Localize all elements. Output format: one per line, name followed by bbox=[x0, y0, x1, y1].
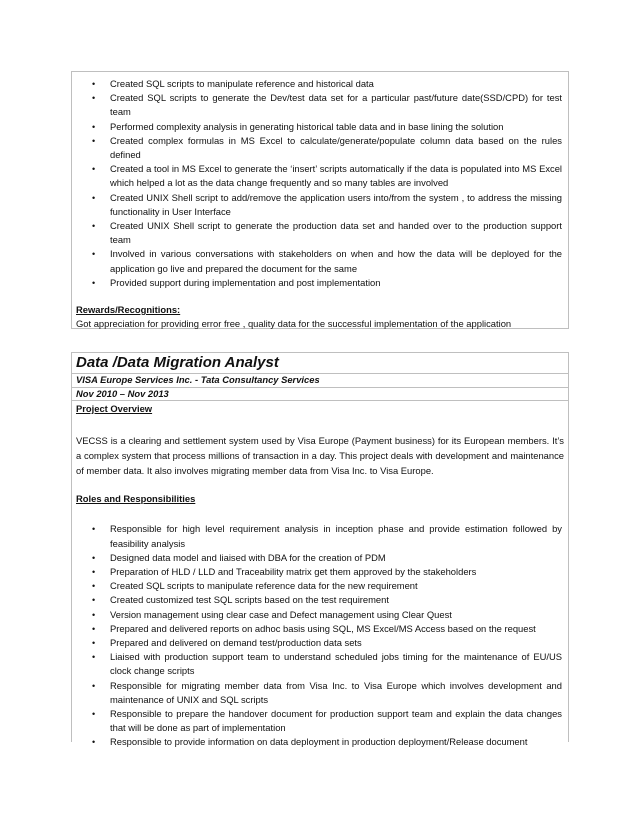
list-item-text: Created SQL scripts to generate the Dev/test data set for a particular past/future date(SSD/CPD) for test team bbox=[110, 92, 562, 118]
list-item bbox=[72, 77, 568, 91]
list-item bbox=[72, 191, 568, 219]
list-item-text: Preparation of HLD / LLD and Traceability matrix get them approved by the stakeholders bbox=[110, 566, 477, 577]
list-item bbox=[72, 91, 568, 119]
list-item bbox=[72, 622, 568, 636]
bullet-icon: • bbox=[92, 581, 96, 592]
list-item bbox=[72, 679, 568, 707]
list-item-text: Involved in various conversations with stakeholders on when and how the data will be deployed for the application go live and prepared the document for the same bbox=[110, 248, 562, 274]
bullet-icon: • bbox=[92, 623, 96, 634]
bullet-icon: • bbox=[92, 652, 96, 663]
bullet-icon: • bbox=[92, 737, 96, 748]
rewards-text: Got appreciation for providing error free , quality data for the successful implementation of the application bbox=[76, 318, 512, 330]
list-item bbox=[72, 162, 568, 190]
list-item-text: Prepared and delivered reports on adhoc basis using SQL, MS Excel/MS Access based on the request bbox=[110, 622, 536, 634]
list-item-text: Created SQL scripts to manipulate reference and historical data bbox=[110, 78, 374, 89]
list-item-text: Designed data model and liaised with DBA for the creation of PDM bbox=[110, 551, 386, 563]
list-item bbox=[72, 707, 568, 735]
job-title: Data /Data Migration Analyst bbox=[72, 353, 568, 374]
list-item bbox=[72, 650, 568, 678]
list-item-text: Created complex formulas in MS Excel to calculate/generate/populate column data based on the rules defined bbox=[110, 134, 562, 161]
list-item bbox=[72, 735, 568, 749]
list-item-text: Created a tool in MS Excel to generate the ‘insert’ scripts automatically if the data is populated into MS Excel which helped a lot as the data change frequently and so many tables are involved bbox=[110, 163, 562, 189]
list-item bbox=[72, 120, 568, 134]
list-item bbox=[72, 551, 568, 565]
bullet-icon: • bbox=[92, 249, 96, 260]
list-item bbox=[72, 636, 568, 650]
bullet-icon: • bbox=[92, 552, 96, 563]
company-name: VISA Europe Services Inc. - Tata Consultancy Services bbox=[72, 374, 568, 388]
bullet-icon: • bbox=[92, 609, 96, 620]
list-item-text: Version management using clear case and Defect management using Clear Quest bbox=[110, 608, 452, 620]
bullet-icon: • bbox=[92, 135, 96, 146]
list-item-text: Created UNIX Shell script to generate the production data set and handed over to the production support team bbox=[110, 220, 562, 246]
roles-list bbox=[72, 522, 568, 749]
list-item-text: Created UNIX Shell script to add/remove the application users into/from the system , to address the missing functionality in User Interface bbox=[110, 191, 562, 217]
job-section bbox=[71, 352, 569, 748]
list-item bbox=[72, 593, 568, 607]
roles-heading: Roles and Responsibilities bbox=[76, 493, 196, 505]
list-item-text: Performed complexity analysis in generating historical table data and in base lining the solution bbox=[110, 120, 504, 132]
bullet-icon: • bbox=[92, 79, 96, 89]
bullet-icon: • bbox=[92, 164, 96, 175]
list-item-text: Prepared and delivered on demand test/production data sets bbox=[110, 637, 362, 649]
bullet-icon: • bbox=[92, 93, 96, 104]
list-item-text: Created SQL scripts to manipulate reference data for the new requirement bbox=[110, 580, 418, 592]
list-item-text: Responsible for high level requirement analysis in inception phase and provide estimation followed by feasibility analysis bbox=[110, 523, 562, 549]
list-item-text: Created customized test SQL scripts based on the test requirement bbox=[110, 594, 389, 606]
bullet-icon: • bbox=[92, 638, 96, 649]
previous-job-section bbox=[71, 71, 569, 329]
bullet-icon: • bbox=[92, 277, 96, 288]
bullet-icon: • bbox=[92, 709, 96, 720]
list-item bbox=[72, 579, 568, 593]
list-item-text: Provided support during implementation and post implementation bbox=[110, 276, 381, 288]
rewards-heading: Rewards/Recognitions: bbox=[76, 304, 181, 316]
project-overview-heading: Project Overview bbox=[76, 403, 153, 414]
bullet-icon: • bbox=[92, 567, 96, 577]
list-item bbox=[72, 276, 568, 290]
bullet-icon: • bbox=[92, 192, 96, 203]
project-overview-text: VECSS is a clearing and settlement system used by Visa Europe (Payment business) for its European members. It’s a complex system that process millions of transaction in a day. This project deals with development and maintenance of member data. It also involves migrating member data from Visa Inc. to Visa Europe. bbox=[76, 435, 564, 476]
list-item-text: Responsible for migrating member data from Visa Inc. to Visa Europe which involves development and maintenance of UNIX and SQL scripts bbox=[110, 679, 562, 705]
list-item bbox=[72, 134, 568, 162]
list-item bbox=[72, 565, 568, 579]
bullet-icon: • bbox=[92, 121, 96, 132]
list-item bbox=[72, 608, 568, 622]
bullet-icon: • bbox=[92, 524, 96, 535]
list-item bbox=[72, 219, 568, 247]
list-item-text: Liaised with production support team to understand scheduled jobs timing for the maintenance of EU/US clock change scripts bbox=[110, 651, 562, 677]
responsibilities-list bbox=[72, 77, 568, 290]
bullet-icon: • bbox=[92, 221, 96, 232]
employment-dates: Nov 2010 – Nov 2013 bbox=[72, 388, 568, 402]
list-item-text: Responsible to provide information on data deployment in production deployment/Release document bbox=[110, 736, 528, 748]
list-item-text: Responsible to prepare the handover document for production support team and explain the data changes that will be done as part of implementation bbox=[110, 708, 562, 734]
list-item bbox=[72, 522, 568, 550]
list-item bbox=[72, 247, 568, 275]
bullet-icon: • bbox=[92, 680, 96, 691]
bullet-icon: • bbox=[92, 595, 96, 606]
